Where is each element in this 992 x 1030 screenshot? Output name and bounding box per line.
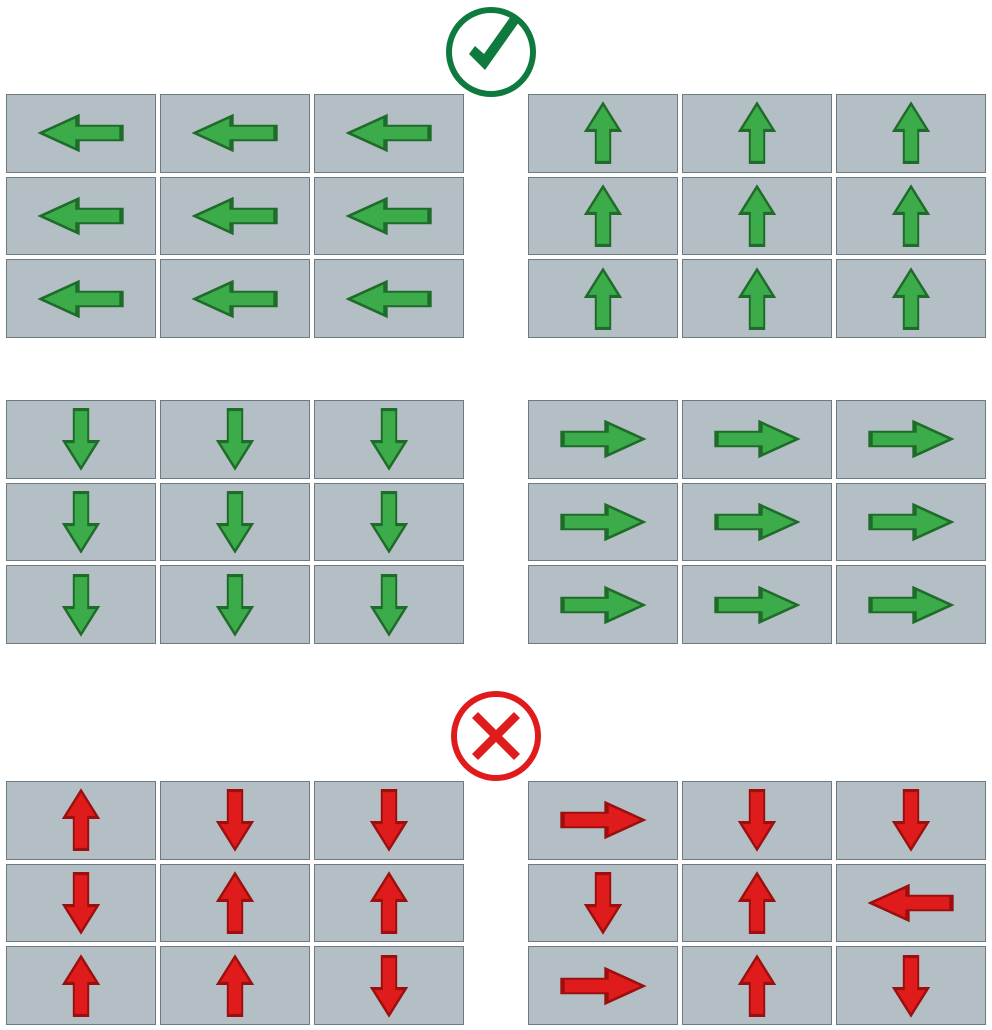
arrow-tile[interactable] xyxy=(836,94,986,173)
arrow-tile[interactable] xyxy=(528,483,678,562)
arrow-left-icon xyxy=(37,279,125,319)
arrow-up-icon xyxy=(737,954,777,1018)
arrow-down-icon xyxy=(215,407,255,471)
arrow-down-icon xyxy=(369,490,409,554)
arrow-up-icon xyxy=(583,184,623,248)
arrow-tile[interactable] xyxy=(6,946,156,1025)
arrow-up-icon xyxy=(61,954,101,1018)
arrow-tile[interactable] xyxy=(314,400,464,479)
arrow-board-bottom-right xyxy=(528,781,986,1025)
arrow-left-icon xyxy=(345,196,433,236)
arrow-tile[interactable] xyxy=(528,259,678,338)
arrow-tile[interactable] xyxy=(160,565,310,644)
arrow-tile[interactable] xyxy=(682,259,832,338)
arrow-down-icon xyxy=(215,573,255,637)
check-mark-icon xyxy=(443,4,539,100)
arrow-tile[interactable] xyxy=(836,946,986,1025)
arrow-down-icon xyxy=(61,490,101,554)
arrow-right-icon xyxy=(713,502,801,542)
arrow-tile[interactable] xyxy=(160,483,310,562)
arrow-right-icon xyxy=(713,419,801,459)
arrow-tile[interactable] xyxy=(836,259,986,338)
arrow-right-icon xyxy=(867,502,955,542)
arrow-up-icon xyxy=(737,871,777,935)
arrow-tile[interactable] xyxy=(6,400,156,479)
arrow-tile[interactable] xyxy=(160,400,310,479)
arrow-left-icon xyxy=(191,113,279,153)
arrow-tile[interactable] xyxy=(314,565,464,644)
arrow-tile[interactable] xyxy=(160,781,310,860)
arrow-tile[interactable] xyxy=(6,483,156,562)
arrow-left-icon xyxy=(37,113,125,153)
arrow-up-icon xyxy=(583,267,623,331)
arrow-down-icon xyxy=(891,954,931,1018)
arrow-tile[interactable] xyxy=(314,177,464,256)
arrow-tile[interactable] xyxy=(160,94,310,173)
arrow-up-icon xyxy=(737,267,777,331)
arrow-right-icon xyxy=(559,419,647,459)
arrow-right-icon xyxy=(867,419,955,459)
arrow-up-icon xyxy=(891,184,931,248)
arrow-tile[interactable] xyxy=(528,94,678,173)
arrow-tile[interactable] xyxy=(6,177,156,256)
arrow-board-top-right xyxy=(528,94,986,338)
arrow-tile[interactable] xyxy=(314,259,464,338)
arrow-up-icon xyxy=(891,101,931,165)
arrow-tile[interactable] xyxy=(6,864,156,943)
arrow-right-icon xyxy=(559,585,647,625)
arrow-right-icon xyxy=(713,585,801,625)
arrow-down-icon xyxy=(369,788,409,852)
arrow-tile[interactable] xyxy=(836,864,986,943)
arrow-board-bottom-left xyxy=(6,781,464,1025)
arrow-left-icon xyxy=(345,279,433,319)
arrow-down-icon xyxy=(583,871,623,935)
arrow-down-icon xyxy=(61,407,101,471)
arrow-tile[interactable] xyxy=(682,565,832,644)
arrow-right-icon xyxy=(867,585,955,625)
arrow-down-icon xyxy=(369,407,409,471)
arrow-tile[interactable] xyxy=(314,94,464,173)
arrow-up-icon xyxy=(61,788,101,852)
arrow-up-icon xyxy=(583,101,623,165)
arrow-tile[interactable] xyxy=(160,946,310,1025)
arrow-down-icon xyxy=(891,788,931,852)
arrow-tile[interactable] xyxy=(160,177,310,256)
cross-mark-icon xyxy=(448,688,544,784)
arrow-tile[interactable] xyxy=(836,400,986,479)
arrow-tile[interactable] xyxy=(528,864,678,943)
arrow-tile[interactable] xyxy=(528,946,678,1025)
arrow-right-icon xyxy=(559,800,647,840)
arrow-tile[interactable] xyxy=(6,781,156,860)
arrow-left-icon xyxy=(191,196,279,236)
arrow-tile[interactable] xyxy=(314,483,464,562)
arrow-down-icon xyxy=(61,573,101,637)
arrow-down-icon xyxy=(369,573,409,637)
arrow-tile[interactable] xyxy=(682,94,832,173)
arrow-down-icon xyxy=(215,490,255,554)
arrow-tile[interactable] xyxy=(528,565,678,644)
arrow-board-middle-left xyxy=(6,400,464,644)
arrow-board-middle-right xyxy=(528,400,986,644)
arrow-up-icon xyxy=(737,101,777,165)
arrow-down-icon xyxy=(369,954,409,1018)
arrow-tile[interactable] xyxy=(314,781,464,860)
arrow-up-icon xyxy=(737,184,777,248)
arrow-tile[interactable] xyxy=(314,946,464,1025)
arrow-right-icon xyxy=(559,502,647,542)
arrow-tile[interactable] xyxy=(836,483,986,562)
arrow-tile[interactable] xyxy=(836,565,986,644)
arrow-up-icon xyxy=(215,954,255,1018)
arrow-up-icon xyxy=(215,871,255,935)
arrow-up-icon xyxy=(369,871,409,935)
arrow-down-icon xyxy=(61,871,101,935)
arrow-tile[interactable] xyxy=(160,864,310,943)
arrow-tile[interactable] xyxy=(160,259,310,338)
arrow-down-icon xyxy=(215,788,255,852)
arrow-tile[interactable] xyxy=(6,565,156,644)
arrow-left-icon xyxy=(191,279,279,319)
arrow-down-icon xyxy=(737,788,777,852)
arrow-tile[interactable] xyxy=(682,177,832,256)
arrow-tile[interactable] xyxy=(528,177,678,256)
arrow-left-icon xyxy=(345,113,433,153)
arrow-board-top-left xyxy=(6,94,464,338)
arrow-up-icon xyxy=(891,267,931,331)
arrow-right-icon xyxy=(559,966,647,1006)
arrow-tile[interactable] xyxy=(836,781,986,860)
arrow-tile[interactable] xyxy=(682,946,832,1025)
arrow-tile[interactable] xyxy=(314,864,464,943)
arrow-tile[interactable] xyxy=(682,483,832,562)
arrow-tile[interactable] xyxy=(682,781,832,860)
arrow-tile[interactable] xyxy=(6,94,156,173)
arrow-left-icon xyxy=(867,883,955,923)
arrow-tile[interactable] xyxy=(836,177,986,256)
arrow-tile[interactable] xyxy=(528,781,678,860)
arrow-left-icon xyxy=(37,196,125,236)
arrow-tile[interactable] xyxy=(682,864,832,943)
arrow-tile[interactable] xyxy=(528,400,678,479)
arrow-tile[interactable] xyxy=(682,400,832,479)
arrow-tile[interactable] xyxy=(6,259,156,338)
